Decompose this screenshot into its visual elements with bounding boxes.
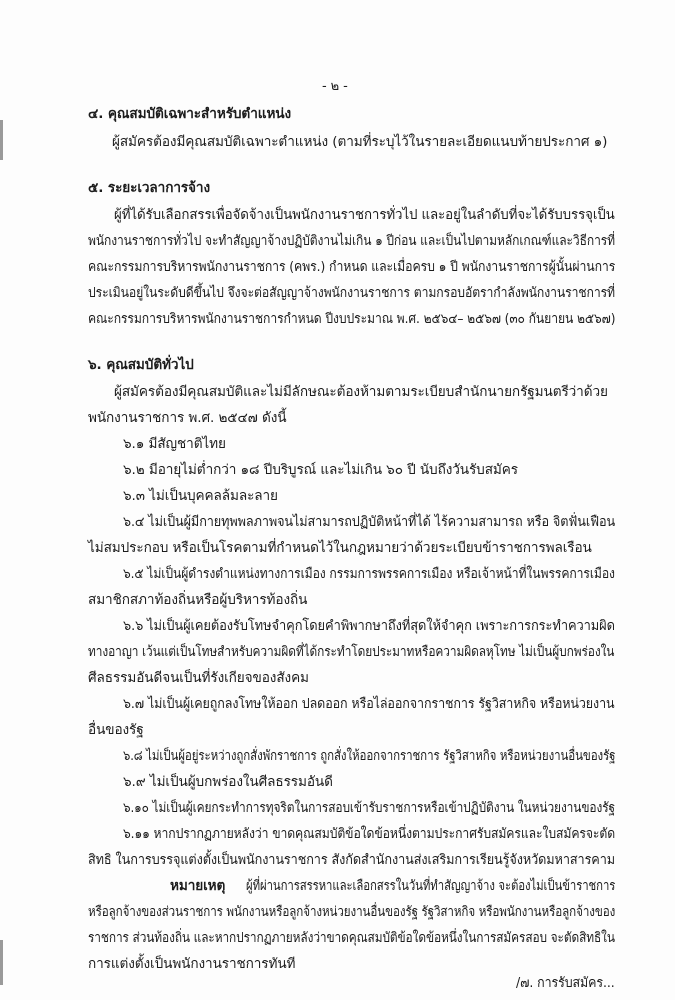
qualification-item: ๖.๑ มีสัญชาติไทย	[123, 436, 226, 452]
note-label: หมายเหตุ	[170, 878, 226, 894]
qualification-item-continued: ศีลธรรมอันดีจนเป็นที่รังเกียจของสังคม	[88, 670, 309, 686]
qualification-item: ๖.๘ ไม่เป็นผู้อยู่ระหว่างถูกสั่งพักราชการ ถูกสั่งให้ออกจากราชการ รัฐวิสาหกิจ หรือหน่วยงานอื่นของรัฐ	[123, 748, 616, 764]
qualification-item: ๖.๔ ไม่เป็นผู้มีกายทุพพลภาพจนไม่สามารถปฏิบัติหน้าที่ได้ ไร้ความสามารถ หรือ จิตฟั่นเฟือน	[123, 514, 616, 530]
qualification-item: ๖.๑๑ หากปรากฏภายหลังว่า ขาดคุณสมบัติข้อใดข้อหนึ่งตามประกาศรับสมัครและใบสมัครจะตัด	[123, 826, 616, 842]
note-line: ผู้ที่ผ่านการสรรหาและเลือกสรรในวันที่ทำสัญญาจ้าง จะต้องไม่เป็นข้าราชการ	[246, 878, 616, 894]
section-5-heading: ๕. ระยะเวลาการจ้าง	[88, 180, 210, 196]
section-5-line: ผู้ที่ได้รับเลือกสรรเพื่อจัดจ้างเป็นพนักงานราชการทั่วไป และอยู่ในลำดับที่จะได้รับบรรจุเป็น	[114, 207, 615, 223]
section-6-intro: ผู้สมัครต้องมีคุณสมบัติและไม่มีลักษณะต้องห้ามตามระเบียบสำนักนายกรัฐมนตรีว่าด้วย	[114, 384, 608, 400]
qualification-item: ๖.๙ ไม่เป็นผู้บกพร่องในศีลธรรมอันดี	[123, 774, 333, 790]
scan-edge-mark	[0, 120, 3, 160]
qualification-item: ๖.๕ ไม่เป็นผู้ดำรงตำแหน่งทางการเมือง กรรมการพรรคการเมือง หรือเจ้าหน้าที่ในพรรคการเมือง	[123, 566, 615, 582]
section-5-line: ประเมินอยู่ในระดับดีขึ้นไป จึงจะต่อสัญญาจ้างพนักงานราชการ ตามกรอบอัตรากำลังพนักงานราชการที่	[88, 285, 616, 301]
qualification-item-continued: ไม่สมประกอบ หรือเป็นโรคตามที่กำหนดไว้ในกฎหมายว่าด้วยระเบียบข้าราชการพลเรือน	[88, 540, 592, 556]
section-6-intro: พนักงานราชการ พ.ศ. ๒๕๔๗ ดังนี้	[88, 410, 287, 426]
qualification-item: ๖.๓ ไม่เป็นบุคคลล้มละลาย	[123, 488, 278, 504]
scan-edge-mark	[0, 940, 3, 985]
note-line: การแต่งตั้งเป็นพนักงานราชการทันที	[88, 956, 296, 972]
note-line: ราชการ ส่วนท้องถิ่น และหากปรากฏภายหลังว่าขาดคุณสมบัติข้อใดข้อหนึ่งในการสมัครสอบ จะตัดสิทธิใน	[88, 930, 615, 946]
page-number: - ๒ -	[322, 79, 348, 94]
section-5-line: คณะกรรมการบริหารพนักงานราชการกำหนด ปีงบประมาณ พ.ศ. ๒๕๖๔– ๒๕๖๗ (๓๐ กันยายน ๒๕๖๗)	[88, 311, 616, 327]
qualification-item-continued: สมาชิกสภาท้องถิ่นหรือผู้บริหารท้องถิ่น	[88, 592, 308, 608]
qualification-item: ๖.๑๐ ไม่เป็นผู้เคยกระทำการทุจริตในการสอบเข้ารับราชการหรือเข้าปฏิบัติงาน ในหน่วยงานของรัฐ	[123, 800, 616, 816]
section-4-text: ผู้สมัครต้องมีคุณสมบัติเฉพาะตำแหน่ง (ตามที่ระบุไว้ในรายละเอียดแนบท้ายประกาศ ๑)	[112, 134, 608, 150]
note-line: หรือลูกจ้างของส่วนราชการ พนักงานหรือลูกจ้างหน่วยงานอื่นของรัฐ รัฐวิสาหกิจ หรือพนักงานหรือลูกจ้างของ	[88, 904, 616, 920]
qualification-item: ๖.๖ ไม่เป็นผู้เคยต้องรับโทษจำคุกโดยคำพิพากษาถึงที่สุดให้จำคุก เพราะการกระทำความผิด	[123, 618, 615, 634]
section-5-line: คณะกรรมการบริหารพนักงานราชการ (คพร.) กำหนด และเมื่อครบ ๑ ปี พนักงานราชการผู้นั้นผ่านการ	[88, 259, 616, 275]
qualification-item: ๖.๒ มีอายุไม่ต่ำกว่า ๑๘ ปีบริบูรณ์ และไม่เกิน ๖๐ ปี นับถึงวันรับสมัคร	[123, 462, 518, 478]
qualification-item-continued: อื่นของรัฐ	[88, 722, 144, 738]
qualification-item-continued: ทางอาญา เว้นแต่เป็นโทษสำหรับความผิดที่ได้กระทำโดยประมาทหรือความผิดลหุโทษ ไม่เป็นผู้บกพร่องใน	[88, 644, 615, 660]
qualification-item: ๖.๗ ไม่เป็นผู้เคยถูกลงโทษให้ออก ปลดออก หรือไล่ออกจากราชการ รัฐวิสาหกิจ หรือหน่วยงาน	[123, 696, 615, 712]
section-6-heading: ๖. คุณสมบัติทั่วไป	[88, 357, 194, 373]
continuation-text: /๗. การรับสมัคร...	[516, 975, 615, 991]
section-4-heading: ๔. คุณสมบัติเฉพาะสำหรับตำแหน่ง	[88, 106, 292, 122]
qualification-item-continued: สิทธิ ในการบรรจุแต่งตั้งเป็นพนักงานราชการ สังกัดสำนักงานส่งเสริมการเรียนรู้จังหวัดมหาสารคาม	[88, 852, 616, 868]
section-5-line: พนักงานราชการทั่วไป จะทำสัญญาจ้างปฏิบัติงานไม่เกิน ๑ ปีก่อน และเป็นไปตามหลักเกณฑ์และวิธีการที่	[88, 233, 615, 249]
